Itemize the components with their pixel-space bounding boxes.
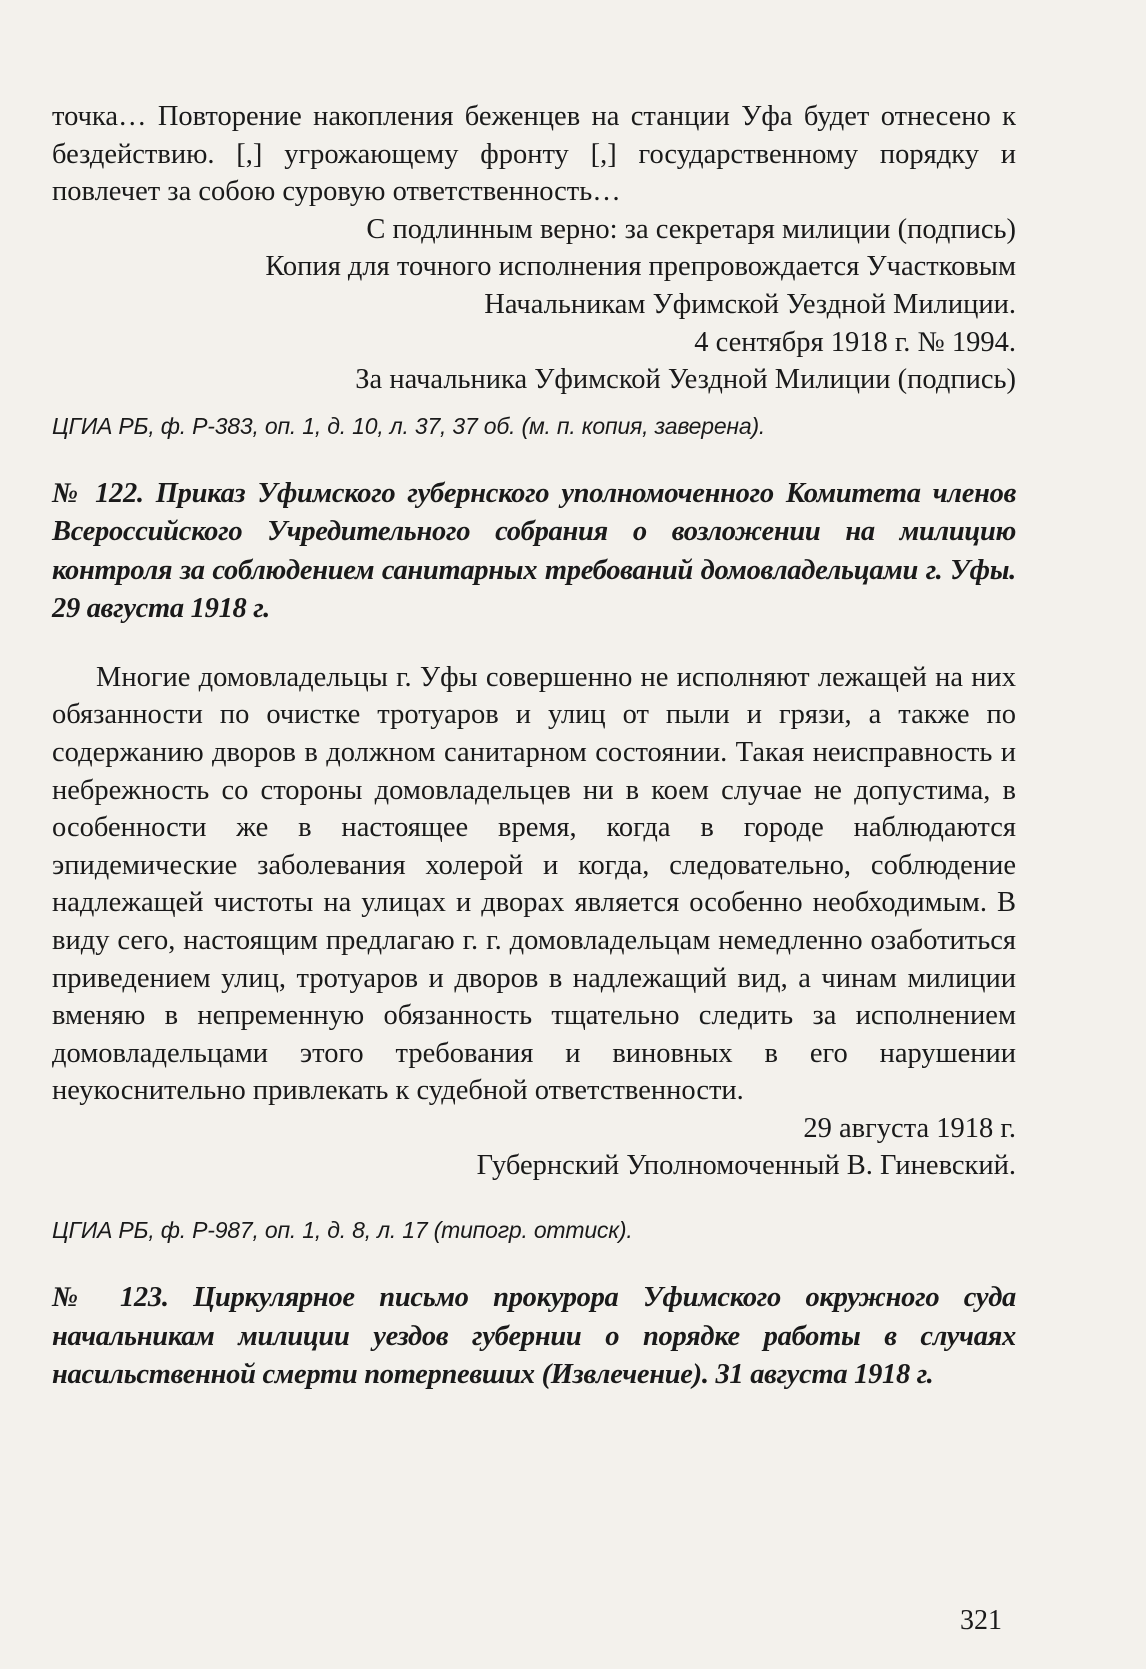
archive-source-121: ЦГИА РБ, ф. Р-383, оп. 1, д. 10, л. 37, 37 об. (м. п. копия, заверена). [52, 412, 766, 439]
copy-date: 4 сентября 1918 г. № 1994. [694, 326, 1016, 358]
certification-line: С подлинным верно: за секретаря милиции (подпись) [366, 213, 1016, 245]
document-date-122: 29 августа 1918 г. [803, 1112, 1016, 1144]
copy-signature: За начальника Уфимской Уездной Милиции (подпись) [355, 364, 1016, 396]
spacer [52, 1245, 1016, 1279]
copy-note-line-1: Копия для точного исполнения препровождается Участковым [265, 251, 1016, 283]
page-number: 321 [960, 1605, 1002, 1636]
copy-note-line-2: Начальникам Уфимской Уездной Милиции. [484, 288, 1016, 320]
archive-source-122: ЦГИА РБ, ф. Р-987, оп. 1, д. 8, л. 17 (типогр. оттиск). [52, 1217, 633, 1244]
opening-paragraph: точка… Повторение накопления беженцев на станции Уфа будет отнесено к бездействию. [,] угрожающему фронту [,] государственному порядку и повлечет за собою суровую ответственность… [52, 101, 1016, 208]
spacer [52, 1185, 1016, 1215]
document-heading-122: № 122. Приказ Уфимского губернского уполномоченного Комитета членов Всероссийского Учредительного собрания о возложении на милицию контроля за соблюдением санитарных требований домовладельцами г. Уфы. 29 августа 1918 г. [52, 477, 1016, 625]
document-body-122: Многие домовладельцы г. Уфы совершенно не исполняют лежащей на них обязанности по очистке тротуаров и улиц от пыли и грязи, а также по содержанию дворов в должном санитарном состоянии. Такая неисправность и небрежность со стороны домовладельцев ни в коем случае не допустима, в особенности же в настоящее время, когда в городе наблюдаются эпидемические заболевания холерой и когда, следовательно, соблюдение надлежащей чистоты на улицах и дворах является особенно необходимым. В виду сего, настоящим предлагаю г. г. домовладельцам немедленно озаботиться приведением улиц, тротуаров и дворов в надлежащий вид, а чинам милиции вменяю в непременную обязанность тщательно следить за исполнением домовладельцами этого требования и виновных в его нарушении неукоснительно привлекать к судебной ответственности. [52, 661, 1016, 1107]
document-heading-123: № 123. Циркулярное письмо прокурора Уфимского окружного суда начальникам милиции уездов губернии о порядке работы в случаях насильственной смерти потерпевших (Извлечение). 31 августа 1918 г. [52, 1282, 1016, 1391]
spacer [52, 399, 1016, 411]
document-signature-122: Губернский Уполномоченный В. Гиневский. [476, 1150, 1016, 1182]
spacer [52, 629, 1016, 659]
spacer [52, 441, 1016, 475]
document-page [52, 98, 1016, 1638]
